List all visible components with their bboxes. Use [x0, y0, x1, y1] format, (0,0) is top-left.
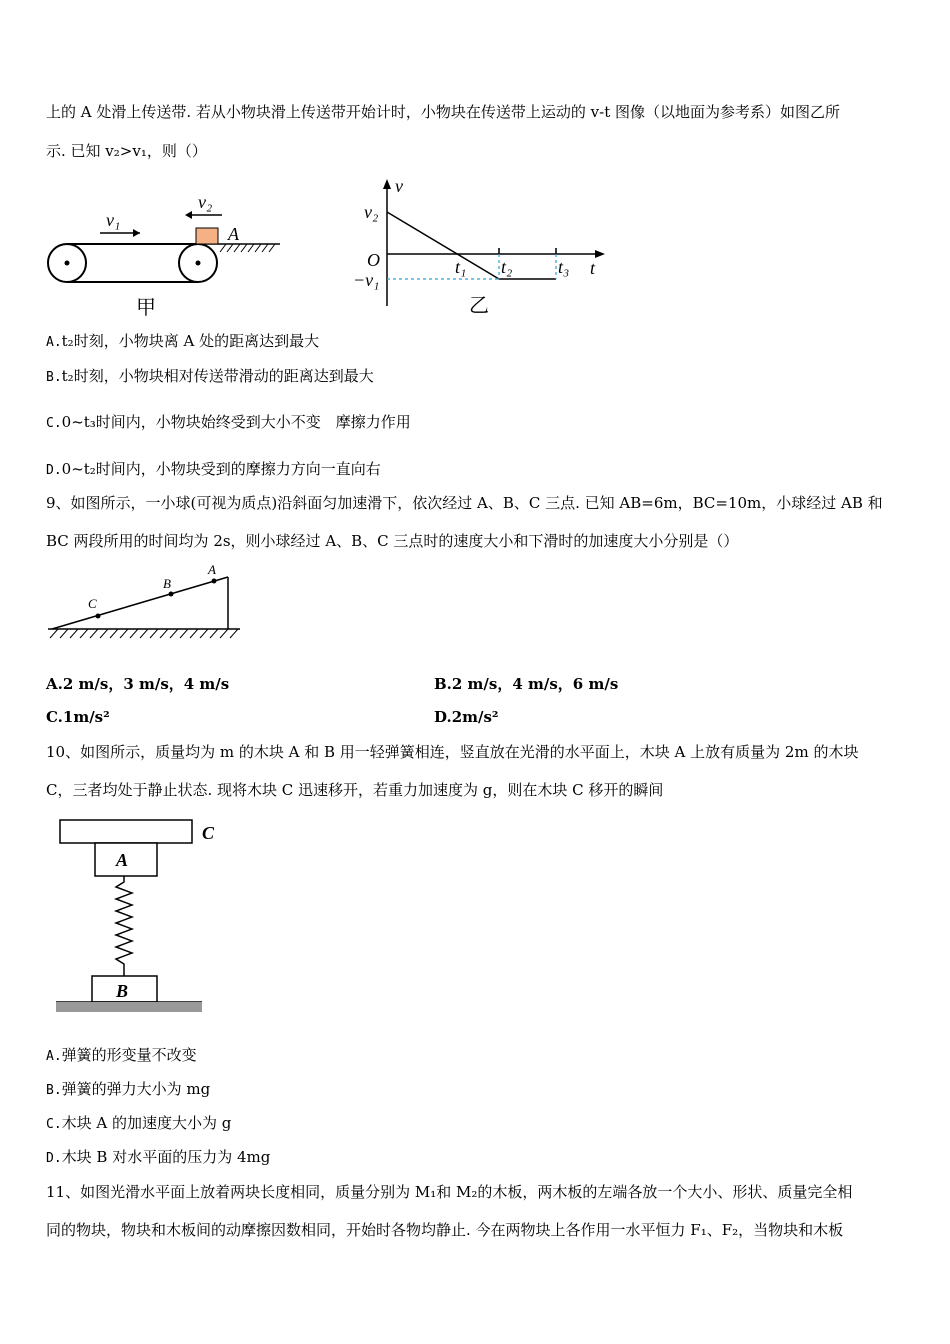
q9-option-a[interactable]: A.2 m/s，3 m/s，4 m/s: [46, 675, 230, 693]
caption-jia: 甲: [136, 297, 156, 319]
caption-yi: 乙: [469, 295, 489, 317]
velocity-line: [387, 212, 499, 279]
label-b: B: [163, 576, 171, 591]
block-a: [196, 228, 218, 244]
q8-option-a[interactable]: A.t₂时刻，小物块离 A 处的距离达到最大: [46, 332, 320, 350]
label-b: B: [116, 981, 129, 1001]
label-v: v: [395, 176, 403, 196]
point-a: [212, 579, 217, 584]
ground-hatching: [56, 1002, 202, 1012]
q9-option-b[interactable]: B.2 m/s，4 m/s，6 m/s: [434, 675, 619, 693]
label-origin: O: [367, 250, 380, 270]
block-c: [60, 820, 192, 843]
spring-blocks-figure: [52, 814, 232, 1020]
arrow-right-icon: [595, 250, 605, 258]
point-c: [96, 614, 101, 619]
q10-text-line-1: 10、如图所示，质量均为 m 的木块 A 和 B 用一轻弹簧相连，竖直放在光滑的水平面上，木块 A 上放有质量为 2m 的木块: [46, 743, 859, 761]
label-t: t: [590, 258, 596, 278]
q8-text-line-2: 示. 已知 v₂>v₁，则（）: [46, 142, 207, 160]
q11-text-line-1: 11、如图光滑水平面上放着两块长度相同，质量分别为 M₁和 M₂的木板，两木板的左端各放一个大小、形状、质量完全相: [46, 1183, 853, 1201]
label-a: A: [228, 224, 239, 244]
label-v2: v₂: [364, 202, 379, 222]
label-a: A: [208, 562, 216, 577]
q9-text-line-1: 9、如图所示，一小球(可视为质点)沿斜面匀加速滑下，依次经过 A、B、C 三点. 已知 AB=6m，BC=10m，小球经过 AB 和: [46, 494, 883, 512]
arrow-left-icon: [185, 211, 192, 219]
arrow-up-icon: [383, 179, 391, 189]
slope-line: [52, 577, 228, 629]
q8-text-line-1: 上的 A 处滑上传送带. 若从小物块滑上传送带开始计时，小物块在传送带上运动的 v-t 图像（以地面为参考系）如图乙所: [46, 103, 841, 121]
label-c: C: [202, 823, 215, 843]
label-t2: t₂: [501, 257, 513, 277]
q10-option-c[interactable]: C.木块 A 的加速度大小为 g: [46, 1114, 232, 1132]
q11-text-line-2: 同的物块，物块和木板间的动摩擦因数相同，开始时各物均静止. 今在两物块上各作用一水平恒力 F₁、F₂，当物块和木板: [46, 1221, 844, 1239]
label-v2: v₂: [198, 192, 213, 212]
conveyor-belt-figure: [40, 186, 290, 320]
q8-option-d[interactable]: D.0~t₂时间内，小物块受到的摩擦力方向一直向右: [46, 460, 381, 478]
label-neg-v1: −v₁: [353, 270, 380, 290]
incline-figure: [44, 562, 254, 644]
q10-option-d[interactable]: D.木块 B 对水平面的压力为 4mg: [46, 1148, 271, 1166]
q9-text-line-2: BC 两段所用的时间均为 2s，则小球经过 A、B、C 三点时的速度大小和下滑时的加速度大小分别是（）: [46, 532, 739, 550]
q10-text-line-2: C，三者均处于静止状态. 现将木块 C 迅速移开，若重力加速度为 g，则在木块 C 移开的瞬间: [46, 781, 664, 799]
point-b: [169, 592, 174, 597]
arrow-right-icon: [133, 229, 140, 237]
q10-option-a[interactable]: A.弹簧的形变量不改变: [46, 1046, 197, 1064]
q9-option-c[interactable]: C.1m/s²: [46, 708, 110, 726]
label-a: A: [116, 850, 129, 870]
spring: [116, 876, 132, 976]
q10-option-b[interactable]: B.弹簧的弹力大小为 mg: [46, 1080, 211, 1098]
label-v1: v₁: [106, 210, 121, 230]
label-t3: t₃: [558, 257, 570, 277]
q8-option-c[interactable]: C.0~t₃时间内，小物块始终受到大小不变 摩擦力作用: [46, 413, 411, 431]
label-t1: t₁: [455, 257, 467, 277]
q8-option-b[interactable]: B.t₂时刻，小物块相对传送带滑动的距离达到最大: [46, 367, 374, 385]
label-c: C: [88, 596, 97, 611]
q9-option-d[interactable]: D.2m/s²: [434, 708, 499, 726]
vt-graph-figure: [345, 176, 615, 320]
